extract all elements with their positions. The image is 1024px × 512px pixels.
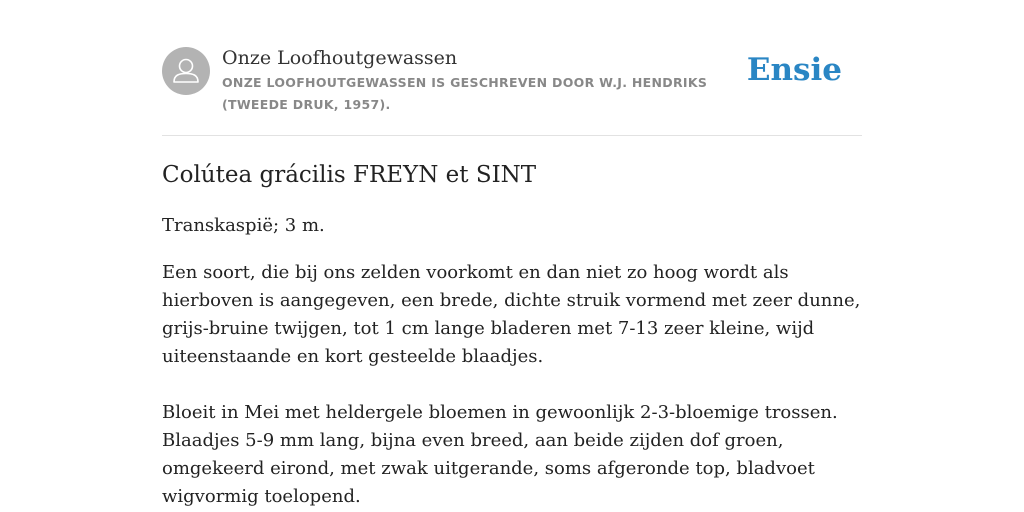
content-container xyxy=(162,0,862,507)
article-paragraph: Een soort, die bij ons zelden voorkomt en dan niet zo hoog wordt als hierboven is aangegeven, een brede, dichte struik vormend met zeer dunne, grijs-bruine twijgen, tot 1 cm lange bladeren met 7-13 zeer kleine, wijd uiteenstaande en kort gesteelde blaadjes. xyxy=(162,262,861,367)
user-silhouette-icon xyxy=(162,47,210,95)
article-body xyxy=(162,212,867,511)
article-paragraph: Transkaspië; 3 m. xyxy=(162,215,325,236)
source-description: ONZE LOOFHOUTGEWASSEN IS GESCHREVEN DOOR W.J. HENDRIKS (TWEEDE DRUK, 1957). xyxy=(222,75,708,112)
source-title[interactable]: Onze Loofhoutgewassen xyxy=(222,47,458,69)
article-paragraph: Bloeit in Mei met heldergele bloemen in gewoonlijk 2-3-bloemige trossen. Blaadjes 5-9 mm lang, bijna even breed, aan beide zijden dof groen, omgekeerd eirond, met zwak uitgerande, soms afgeronde top, bladvoet wigvormig toelopend. xyxy=(162,402,838,507)
source-header xyxy=(162,0,862,136)
article-title: Colútea grácilis FREYN et SINT xyxy=(162,162,537,188)
brand-logo[interactable]: Ensie xyxy=(746,52,842,88)
